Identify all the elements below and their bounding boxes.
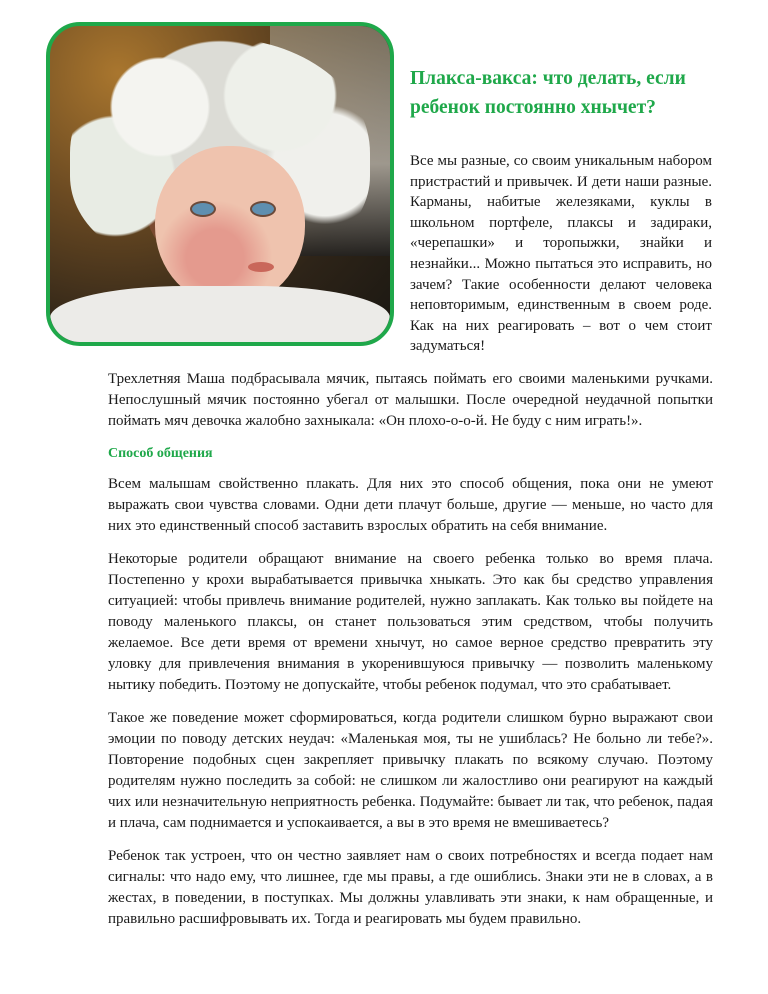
- article-body: [108, 369, 713, 942]
- paragraph: Всем малышам свойственно плакать. Для них это способ общения, пока они не умеют выражать свои чувства словами. Одни дети плачут больше, другие — меньше, но часто для них это единственный способ заставить взрослых обратить на себя внимание.: [108, 476, 713, 534]
- photo-dress: [50, 286, 390, 346]
- child-photo: [46, 22, 394, 346]
- photo-eye: [250, 201, 276, 217]
- paragraph: Трехлетняя Маша подбрасывала мячик, пытаясь поймать его своими маленькими ручками. Непослушный мячик постоянно убегал от малышки. После очередной неудачной попытки поймать мяч девочка жалобно захныкала: «Он плохо-о-о-й. Не буду с ним играть!».: [108, 371, 713, 429]
- photo-face: [155, 146, 305, 306]
- paragraph: Некоторые родители обращают внимание на своего ребенка только во время плача. Постепенно у крохи вырабатывается привычка хныкать. Это как бы средство управления ситуацией: чтобы привлечь внимание родителей, нужно заплакать. Как только вы пойдете на поводу маленького плаксы, он станет пользоваться этим средством, чтобы получить желаемое. Все дети время от времени хнычут, но самое верное средство превратить эту уловку для привлечения внимания в укоренившуюся привычку — позволить маленькому нытику победить. Поэтому не допускайте, чтобы ребенок подумал, что это срабатывает.: [108, 551, 713, 693]
- photo-mouth: [248, 262, 274, 272]
- paragraph: Ребенок так устроен, что он честно заявляет нам о своих потребностях и всегда подает нам сигналы: что надо ему, что лишнее, где мы правы, а где ошиблись. Знаки эти не в словах, а в жестах, в поведении, в поступках. Мы должны улавливать эти знаки, к нам обращенные, и правильно расшифровывать их. Тогда и реагировать мы будем правильно.: [108, 848, 713, 927]
- section-heading: Способ общения: [108, 446, 213, 461]
- article-title: Плакса-вакса: что делать, если ребенок постоянно хнычет?: [410, 68, 686, 118]
- photo-eye: [190, 201, 216, 217]
- paragraph: Такое же поведение может сформироваться, когда родители слишком бурно выражают свои эмоции по поводу детских неудач: «Маленькая моя, ты не ушиблась? Не больно ли тебе?». Повторение подобных сцен закрепляет привычку плакать по всякому случаю. Поэтому родителям нужно последить за собой: не слишком ли жалостливо они реагируют на каждый чих или незначительную неприятность ребенка. Подумайте: бывает ли так, что ребенок, падая и плача, сам поднимается и успокаивается, а вы в это время не вмешиваетесь?: [108, 710, 713, 831]
- intro-paragraph: Все мы разные, со своим уникальным набором пристрастий и привычек. И дети наши разные. Карманы, набитые железяками, куклы в школьном портфеле, плаксы и задираки, «черепашки» и торопыжки, знайки и незнайки... Можно пытаться это исправить, но зачем? Такие особенности делают человека неповторимым, единственным в своем роде. Как на них реагировать – вот о чем стоит задуматься!: [410, 153, 712, 355]
